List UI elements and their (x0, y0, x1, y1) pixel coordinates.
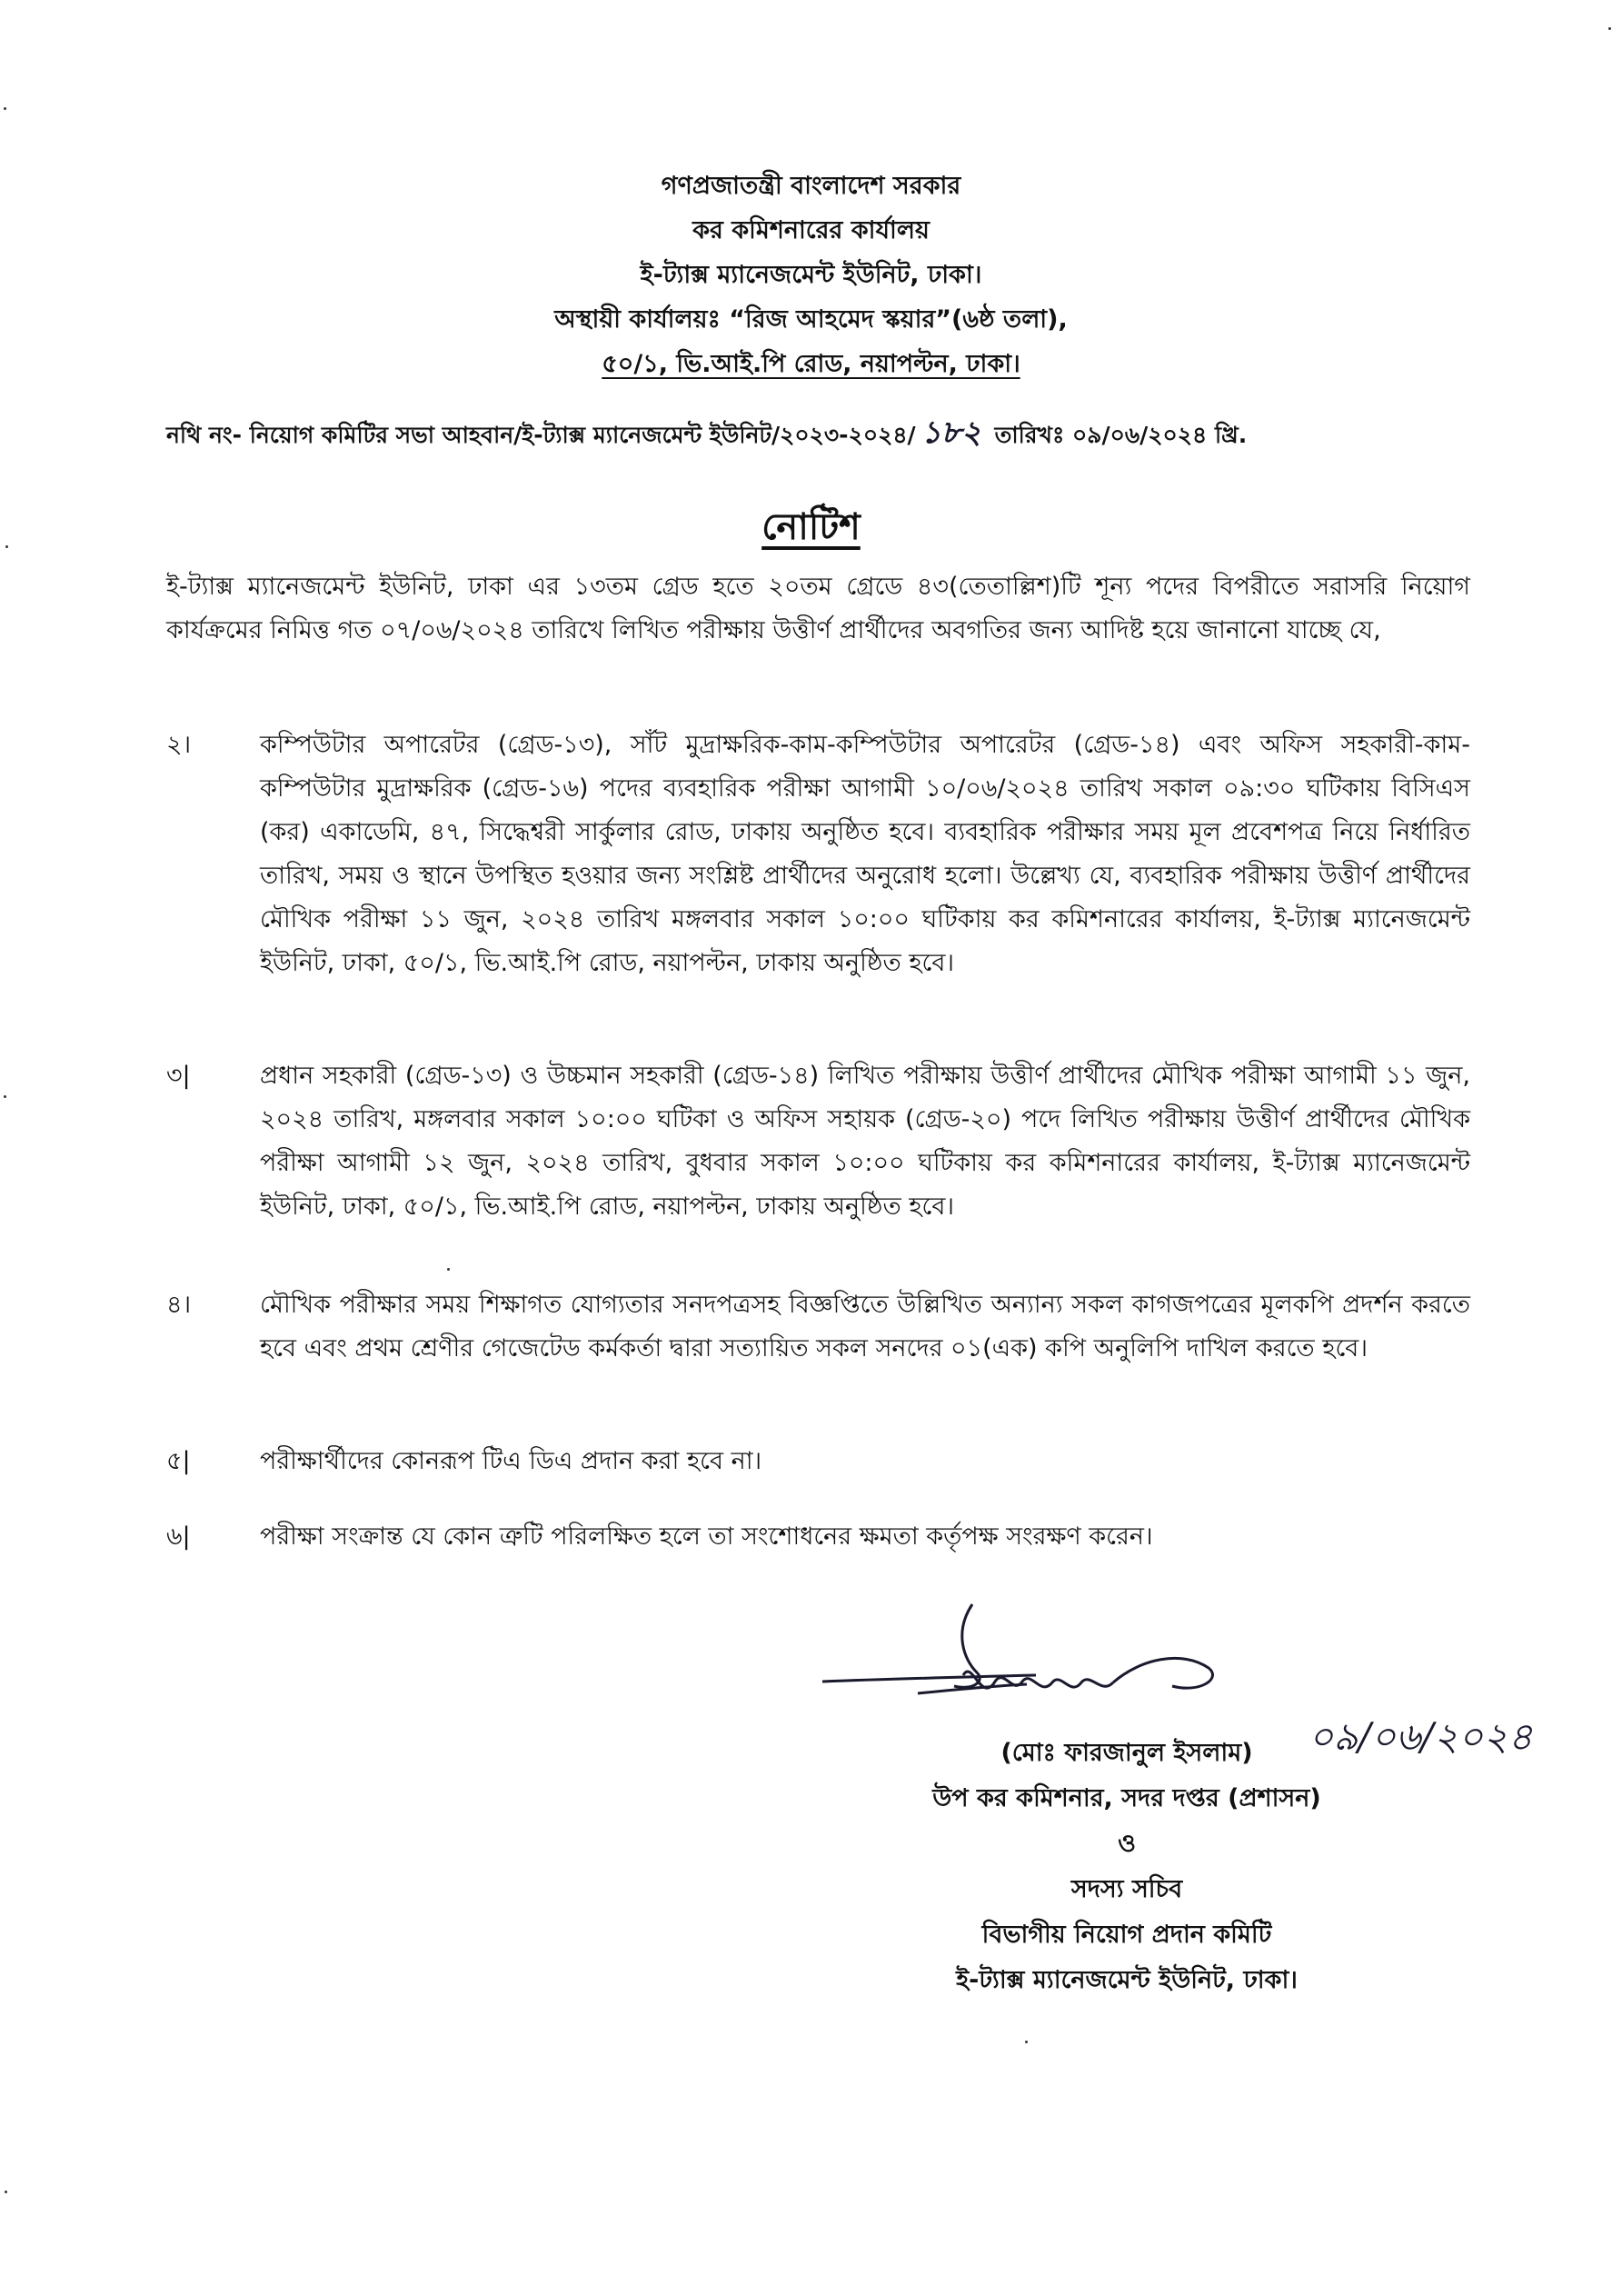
scan-speck (1025, 2041, 1028, 2043)
signer-name: (মোঃ ফারজানুল ইসলাম) (1000, 1739, 1253, 1767)
signer-conjunction: ও (1118, 1830, 1136, 1858)
item-number: ৫| (166, 1447, 191, 1475)
scan-speck (4, 107, 6, 110)
notice-title: নোটিশ (761, 506, 861, 548)
intro-paragraph: ই-ট্যাক্স ম্যানেজমেন্ট ইউনিট, ঢাকা এর ১৩তম গ্রেড হতে ২০তম গ্রেডে ৪৩(তেতাল্লিশ)টি শূন্য পদের বিপরীতে সরাসরি নিয়োগ কার্যক্রমের নিমিত্ত গত ০৭/০৬/২০২৪ তারিখে লিখিত পরীক্ষায় উত্তীর্ণ প্রার্থীদের অবগতির জন্য আদিষ্ট হয়ে জানানো যাচ্ছে যে, (166, 573, 1470, 644)
signer-office: ই-ট্যাক্স ম্যানেজমেন্ট ইউনিট, ঢাকা। (956, 1966, 1298, 1994)
item-number: ২। (166, 731, 192, 759)
reference-date: তারিখঃ ০৯/০৬/২০২৪ খ্রি. (994, 422, 1248, 448)
item-text: কম্পিউটার অপারেটর (গ্রেড-১৩), সাঁট মুদ্রাক্ষরিক-কাম-কম্পিউটার অপারেটর (গ্রেড-১৪) এবং অফিস সহকারী-কাম-কম্পিউটার মুদ্রাক্ষরিক (গ্রেড-১৬) পদের ব্যবহারিক পরীক্ষা আগামী ১০/০৬/২০২৪ তারিখ সকাল ০৯:৩০ ঘটিকায় বিসিএস (কর) একাডেমি, ৪৭, সিদ্ধেশ্বরী সার্কুলার রোড, ঢাকায় অনুষ্ঠিত হবে। ব্যবহারিক পরীক্ষার সময় মূল প্রবেশপত্র নিয়ে নির্ধারিত তারিখ, সময় ও স্থানে উপস্থিত হওয়ার জন্য সংশ্লিষ্ট প্রার্থীদের অনুরোধ হলো। উল্লেখ্য যে, ব্যবহারিক পরীক্ষায় উত্তীর্ণ প্রার্থীদের মৌখিক পরীক্ষা ১১ জুন, ২০২৪ তারিখ মঙ্গলবার সকাল ১০:০০ ঘটিকায় কর কমিশনারের কার্যালয়, ই-ট্যাক্স ম্যানেজমেন্ট ইউনিট, ঢাকা, ৫০/১, ভি.আই.পি রোড, নয়াপল্টন, ঢাকায় অনুষ্ঠিত হবে। (260, 731, 1470, 977)
scan-speck (1608, 27, 1611, 30)
scan-speck (447, 1268, 450, 1271)
item-text: প্রধান সহকারী (গ্রেড-১৩) ও উচ্চমান সহকারী (গ্রেড-১৪) লিখিত পরীক্ষায় উত্তীর্ণ প্রার্থীদের মৌখিক পরীক্ষা আগামী ১১ জুন, ২০২৪ তারিখ, মঙ্গলবার সকাল ১০:০০ ঘটিকা ও অফিস সহায়ক (গ্রেড-২০) পদে লিখিত পরীক্ষায় উত্তীর্ণ প্রার্থীদের মৌখিক পরীক্ষা আগামী ১২ জুন, ২০২৪ তারিখ, বুধবার সকাল ১০:০০ ঘটিকায় কর কমিশনারের কার্যালয়, ই-ট্যাক্স ম্যানেজমেন্ট ইউনিট, ঢাকা, ৫০/১, ভি.আই.পি রোড, নয়াপল্টন, ঢাকায় অনুষ্ঠিত হবে। (260, 1062, 1470, 1221)
scan-speck (4, 1095, 6, 1098)
signer-block (845, 1731, 1408, 2003)
header-government: গণপ্রজাতন্ত্রী বাংলাদেশ সরকার (661, 172, 961, 200)
header-unit: ই-ট্যাক্স ম্যানেজমেন্ট ইউনিট, ঢাকা। (640, 261, 982, 289)
reference-line (166, 409, 1475, 461)
signer-designation: উপ কর কমিশনার, সদর দপ্তর (প্রশাসন) (932, 1784, 1321, 1812)
header-address: ৫০/১, ভি.আই.পি রোড, নয়াপল্টন, ঢাকা। (602, 350, 1020, 378)
handwritten-reference-number: ১৮২ (920, 414, 981, 451)
reference-prefix: নথি নং- নিয়োগ কমিটির সভা আহবান/ই-ট্যাক্স ম্যানেজমেন্ট ইউনিট/২০২৩-২০২৪/ (166, 422, 916, 448)
scan-speck (5, 2191, 7, 2193)
item-number: ৩| (166, 1062, 191, 1090)
item-number: ৬| (166, 1522, 191, 1551)
signer-committee: বিভাগীয় নিয়োগ প্রদান কমিটি (981, 1921, 1272, 1949)
header-temp-office: অস্থায়ী কার্যালয়ঃ “রিজ আহমেদ স্কয়ার”(৬ষ্ঠ তলা), (554, 305, 1068, 334)
item-text: মৌখিক পরীক্ষার সময় শিক্ষাগত যোগ্যতার সনদপত্রসহ বিজ্ঞপ্তিতে উল্লিখিত অন্যান্য সকল কাগজপত্রের মূলকপি প্রদর্শন করতে হবে এবং প্রথম শ্রেণীর গেজেটেড কর্মকর্তা দ্বারা সত্যায়িত সকল সনদের ০১(এক) কপি অনুলিপি দাখিল করতে হবে। (260, 1291, 1470, 1363)
letterhead (0, 164, 1622, 386)
item-number: ৪। (166, 1291, 192, 1319)
item-text: পরীক্ষার্থীদের কোনরূপ টিএ ডিএ প্রদান করা হবে না। (260, 1447, 762, 1475)
header-office: কর কমিশনারের কার্যালয় (692, 216, 930, 245)
signer-role: সদস্য সচিব (1070, 1875, 1183, 1903)
handwritten-signature-date: ০৯/০৬/২০২৪ (1309, 1714, 1533, 1759)
item-text: পরীক্ষা সংক্রান্ত যে কোন ত্রুটি পরিলক্ষিত হলে তা সংশোধনের ক্ষমতা কর্তৃপক্ষ সংরক্ষণ করেন। (260, 1522, 1153, 1551)
